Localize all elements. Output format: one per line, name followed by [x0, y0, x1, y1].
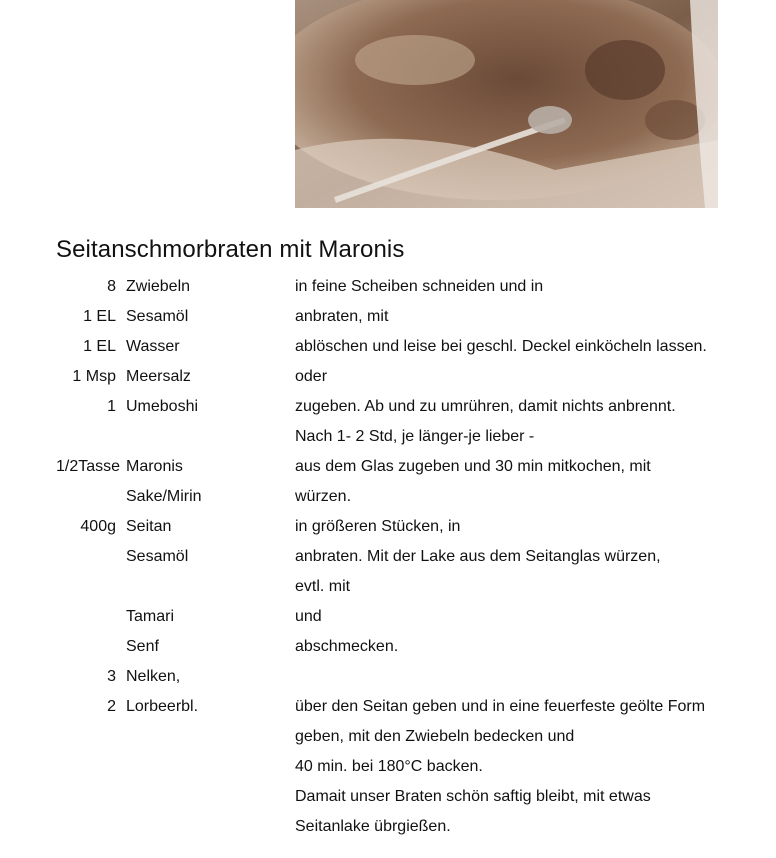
- instruction-text: über den Seitan geben und in eine feuerfeste geölte Form: [295, 698, 706, 715]
- ingredient-quantity: 1 Msp: [72, 368, 116, 385]
- instruction-text: Seitanlake übrgießen.: [295, 818, 451, 835]
- instruction-text: und: [295, 608, 322, 625]
- recipe-photo: [295, 0, 718, 208]
- ingredient-name: Lorbeerbl.: [126, 698, 199, 715]
- recipe-row: [0, 272, 776, 302]
- instruction-text: ablöschen und leise bei geschl. Deckel einköcheln lassen.: [295, 338, 707, 355]
- instruction-text: evtl. mit: [295, 578, 351, 595]
- instruction-text: zugeben. Ab und zu umrühren, damit nichts anbrennt.: [295, 398, 676, 415]
- recipe-row: [0, 692, 776, 722]
- ingredient-quantity: 3: [107, 668, 116, 685]
- ingredient-name: Seitan: [126, 518, 172, 535]
- instruction-text: Damait unser Braten schön saftig bleibt, mit etwas: [295, 788, 651, 805]
- recipe-row: [0, 782, 776, 812]
- ingredient-name: Sesamöl: [126, 548, 189, 565]
- recipe-row: [0, 632, 776, 662]
- ingredient-name: Senf: [126, 638, 159, 655]
- instruction-text: Nach 1- 2 Std, je länger-je lieber -: [295, 428, 535, 445]
- recipe-title: Seitanschmorbraten mit Maronis: [56, 236, 405, 263]
- ingredient-quantity: 2: [107, 698, 116, 715]
- instruction-text: geben, mit den Zwiebeln bedecken und: [295, 728, 575, 745]
- instruction-text: oder: [295, 368, 328, 385]
- recipe-row: [0, 482, 776, 512]
- ingredient-quantity: 1 EL: [83, 338, 116, 355]
- ingredient-quantity: 1/2Tasse: [56, 458, 121, 475]
- ingredient-name: Sesamöl: [126, 308, 189, 325]
- ingredient-quantity: 1: [107, 398, 116, 415]
- roast-dish-image: [295, 0, 718, 208]
- ingredient-name: Maronis: [126, 458, 183, 475]
- ingredient-quantity: 400g: [80, 518, 116, 535]
- ingredient-quantity: 8: [107, 278, 116, 295]
- ingredient-name: Umeboshi: [126, 398, 199, 415]
- recipe-row: [0, 572, 776, 602]
- instruction-text: anbraten. Mit der Lake aus dem Seitanglas würzen,: [295, 548, 661, 565]
- recipe-row: [0, 392, 776, 422]
- recipe-row: [0, 722, 776, 752]
- recipe-row: [0, 302, 776, 332]
- recipe-row: [0, 452, 776, 482]
- instruction-text: aus dem Glas zugeben und 30 min mitkochen, mit: [295, 458, 651, 475]
- ingredient-name: Wasser: [126, 338, 180, 355]
- ingredient-name: Nelken,: [126, 668, 181, 685]
- ingredient-name: Sake/Mirin: [126, 488, 202, 505]
- recipe-row: [0, 332, 776, 362]
- recipe-row: [0, 542, 776, 572]
- recipe-row: [0, 602, 776, 632]
- recipe-row: [0, 512, 776, 542]
- recipe-row: [0, 812, 776, 842]
- ingredient-quantity: 1 EL: [83, 308, 116, 325]
- instruction-text: in größeren Stücken, in: [295, 518, 461, 535]
- instruction-text: in feine Scheiben schneiden und in: [295, 278, 544, 295]
- ingredient-name: Zwiebeln: [126, 278, 191, 295]
- instruction-text: würzen.: [295, 488, 352, 505]
- recipe-row: [0, 662, 776, 692]
- ingredient-name: Tamari: [126, 608, 175, 625]
- instruction-text: abschmecken.: [295, 638, 399, 655]
- instruction-text: 40 min. bei 180°C backen.: [295, 758, 483, 775]
- recipe-row: [0, 752, 776, 782]
- ingredient-list: [0, 272, 776, 842]
- instruction-text: anbraten, mit: [295, 308, 389, 325]
- recipe-row: [0, 422, 776, 452]
- recipe-row: [0, 362, 776, 392]
- ingredient-name: Meersalz: [126, 368, 191, 385]
